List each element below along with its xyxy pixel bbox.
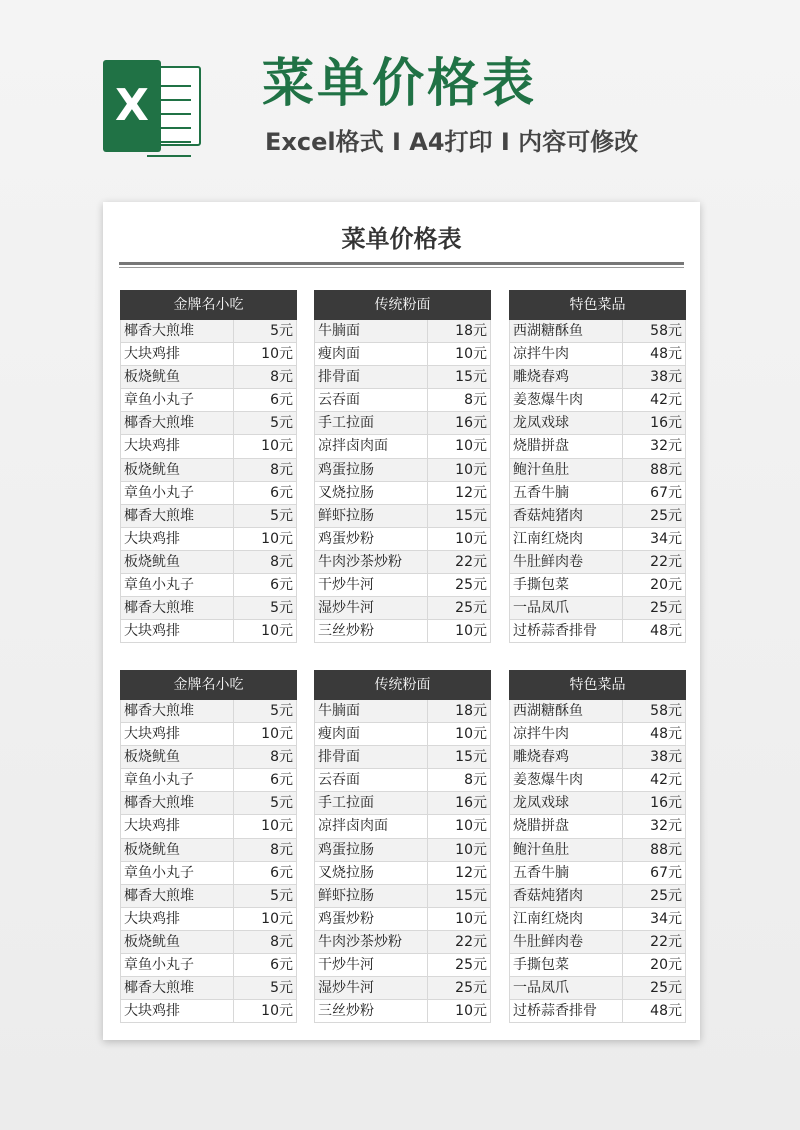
dish-price: 12元 (455, 864, 487, 881)
dish-name: 西湖糖酥鱼 (510, 700, 623, 722)
menu-row (509, 620, 686, 643)
dish-name: 五香牛腩 (510, 482, 623, 504)
dish-price: 20元 (650, 577, 682, 594)
dish-name: 板烧鱿鱼 (121, 366, 234, 388)
menu-rows (509, 700, 686, 1023)
dish-name: 大块鸡排 (121, 343, 234, 365)
dish-price: 6元 (270, 957, 293, 974)
dish-price: 18元 (455, 323, 487, 339)
menu-row (314, 746, 491, 769)
dish-price: 48元 (650, 346, 682, 363)
dish-name: 板烧鱿鱼 (121, 459, 234, 481)
dish-price: 5元 (270, 415, 293, 432)
dish-name: 章鱼小丸子 (121, 389, 234, 411)
dish-name: 西湖糖酥鱼 (510, 320, 623, 342)
dish-name: 鲜虾拉肠 (315, 885, 428, 907)
dish-price: 10元 (455, 461, 487, 478)
dish-price: 58元 (650, 703, 682, 719)
dish-name: 椰香大煎堆 (121, 977, 234, 999)
dish-price: 10元 (261, 346, 293, 363)
menu-row (314, 839, 491, 862)
dish-price: 25元 (455, 600, 487, 617)
menu-category-table (509, 670, 686, 1023)
dish-name: 手撕包菜 (510, 574, 623, 596)
dish-price: 10元 (455, 726, 487, 743)
menu-row (314, 954, 491, 977)
dish-name: 云吞面 (315, 769, 428, 791)
dish-name: 牛腩面 (315, 320, 428, 342)
dish-price: 8元 (464, 392, 487, 409)
dish-name: 鲍汁鱼肚 (510, 459, 623, 481)
menu-row (120, 931, 297, 954)
dish-name: 龙凤戏球 (510, 792, 623, 814)
promo-banner (0, 0, 800, 195)
menu-row (120, 597, 297, 620)
dish-name: 叉烧拉肠 (315, 862, 428, 884)
dish-name: 牛腩面 (315, 700, 428, 722)
title-divider-thin (119, 267, 684, 268)
menu-row (509, 815, 686, 838)
dish-price: 10元 (261, 726, 293, 743)
menu-row (120, 746, 297, 769)
menu-row (120, 723, 297, 746)
menu-row (509, 954, 686, 977)
menu-rows (509, 320, 686, 643)
menu-row (314, 482, 491, 505)
dish-price: 22元 (650, 553, 682, 570)
dish-name: 过桥蒜香排骨 (510, 1000, 623, 1022)
menu-row (120, 862, 297, 885)
menu-rows (120, 320, 297, 643)
dish-price: 5元 (270, 600, 293, 617)
dish-name: 牛肉沙茶炒粉 (315, 931, 428, 953)
dish-price: 42元 (650, 392, 682, 409)
dish-name: 大块鸡排 (121, 620, 234, 642)
dish-price: 22元 (455, 933, 487, 950)
dish-price: 8元 (270, 841, 293, 858)
dish-name: 板烧鱿鱼 (121, 839, 234, 861)
menu-row (509, 528, 686, 551)
menu-row (314, 343, 491, 366)
dish-name: 凉拌牛肉 (510, 343, 623, 365)
dish-name: 大块鸡排 (121, 1000, 234, 1022)
menu-row (509, 459, 686, 482)
menu-row (509, 366, 686, 389)
dish-name: 排骨面 (315, 366, 428, 388)
excel-badge: X (103, 60, 161, 152)
dish-name: 章鱼小丸子 (121, 769, 234, 791)
menu-row (314, 574, 491, 597)
dish-name: 大块鸡排 (121, 815, 234, 837)
menu-row (120, 574, 297, 597)
menu-row (314, 977, 491, 1000)
menu-row (314, 885, 491, 908)
dish-name: 椰香大煎堆 (121, 792, 234, 814)
dish-price: 15元 (455, 369, 487, 386)
menu-row (314, 700, 491, 723)
dish-name: 板烧鱿鱼 (121, 551, 234, 573)
dish-price: 5元 (270, 887, 293, 904)
dish-price: 10元 (261, 623, 293, 640)
menu-row (120, 620, 297, 643)
dish-name: 江南红烧肉 (510, 528, 623, 550)
menu-row (314, 908, 491, 931)
dish-price: 25元 (455, 957, 487, 974)
menu-row (120, 977, 297, 1000)
menu-category-table (509, 290, 686, 643)
menu-row (509, 700, 686, 723)
dish-name: 章鱼小丸子 (121, 862, 234, 884)
banner-subtitle: Excel格式 Ⅰ A4打印 Ⅰ 内容可修改 (265, 128, 639, 156)
menu-row (509, 908, 686, 931)
menu-row (509, 435, 686, 458)
menu-row (509, 885, 686, 908)
dish-price: 32元 (650, 818, 682, 835)
menu-category-table (120, 670, 297, 1023)
dish-price: 10元 (455, 530, 487, 547)
dish-name: 鸡蛋炒粉 (315, 528, 428, 550)
dish-name: 香菇炖猪肉 (510, 505, 623, 527)
dish-price: 6元 (270, 392, 293, 409)
category-header: 特色菜品 (509, 670, 686, 700)
menu-row (509, 551, 686, 574)
dish-price: 8元 (270, 553, 293, 570)
dish-price: 15元 (455, 749, 487, 766)
dish-price: 5元 (270, 507, 293, 524)
dish-name: 三丝炒粉 (315, 1000, 428, 1022)
dish-price: 12元 (455, 484, 487, 501)
menu-row (120, 435, 297, 458)
dish-name: 雕烧春鸡 (510, 366, 623, 388)
dish-price: 25元 (650, 980, 682, 997)
dish-price: 22元 (650, 933, 682, 950)
dish-price: 48元 (650, 623, 682, 640)
dish-price: 48元 (650, 1003, 682, 1020)
menu-category-table (120, 290, 297, 643)
menu-row (509, 746, 686, 769)
menu-row (314, 528, 491, 551)
dish-price: 10元 (261, 910, 293, 927)
dish-price: 10元 (261, 1003, 293, 1020)
dish-price: 20元 (650, 957, 682, 974)
dish-name: 龙凤戏球 (510, 412, 623, 434)
dish-name: 排骨面 (315, 746, 428, 768)
dish-name: 椰香大煎堆 (121, 885, 234, 907)
menu-row (509, 977, 686, 1000)
dish-price: 10元 (455, 841, 487, 858)
dish-price: 10元 (455, 818, 487, 835)
menu-row (314, 792, 491, 815)
dish-name: 手工拉面 (315, 792, 428, 814)
dish-name: 江南红烧肉 (510, 908, 623, 930)
dish-price: 5元 (270, 703, 293, 719)
menu-row (120, 769, 297, 792)
menu-row (120, 815, 297, 838)
dish-price: 88元 (650, 461, 682, 478)
menu-row (314, 366, 491, 389)
dish-name: 一品凤爪 (510, 977, 623, 999)
menu-row (509, 597, 686, 620)
menu-row (120, 528, 297, 551)
menu-row (314, 551, 491, 574)
menu-row (314, 435, 491, 458)
menu-row (120, 343, 297, 366)
dish-name: 香菇炖猪肉 (510, 885, 623, 907)
menu-row (509, 839, 686, 862)
menu-row (509, 862, 686, 885)
menu-row (314, 931, 491, 954)
menu-row (314, 815, 491, 838)
dish-name: 鸡蛋拉肠 (315, 839, 428, 861)
menu-row (120, 885, 297, 908)
menu-row (120, 908, 297, 931)
dish-name: 雕烧春鸡 (510, 746, 623, 768)
dish-name: 湿炒牛河 (315, 977, 428, 999)
menu-row (509, 343, 686, 366)
category-header: 传统粉面 (314, 290, 491, 320)
dish-name: 章鱼小丸子 (121, 482, 234, 504)
dish-name: 椰香大煎堆 (121, 700, 234, 722)
dish-name: 瘦肉面 (315, 343, 428, 365)
dish-name: 板烧鱿鱼 (121, 746, 234, 768)
dish-price: 25元 (650, 600, 682, 617)
title-divider (119, 262, 684, 265)
menu-row (314, 389, 491, 412)
dish-name: 云吞面 (315, 389, 428, 411)
dish-price: 16元 (650, 795, 682, 812)
menu-row (509, 792, 686, 815)
dish-price: 34元 (650, 530, 682, 547)
dish-price: 10元 (455, 623, 487, 640)
menu-row (314, 459, 491, 482)
dish-name: 大块鸡排 (121, 723, 234, 745)
dish-name: 姜葱爆牛肉 (510, 389, 623, 411)
document-title: 菜单价格表 (341, 225, 462, 253)
dish-price: 10元 (455, 910, 487, 927)
banner-title: 菜单价格表 (262, 54, 538, 114)
dish-name: 大块鸡排 (121, 528, 234, 550)
dish-price: 88元 (650, 841, 682, 858)
dish-name: 一品凤爪 (510, 597, 623, 619)
document-page (103, 202, 700, 1040)
dish-price: 8元 (270, 461, 293, 478)
dish-price: 6元 (270, 864, 293, 881)
category-header: 传统粉面 (314, 670, 491, 700)
dish-price: 16元 (455, 415, 487, 432)
menu-row (120, 505, 297, 528)
menu-row (509, 389, 686, 412)
menu-row (509, 320, 686, 343)
menu-row (509, 482, 686, 505)
dish-name: 湿炒牛河 (315, 597, 428, 619)
dish-price: 34元 (650, 910, 682, 927)
dish-name: 鲍汁鱼肚 (510, 839, 623, 861)
menu-row (314, 412, 491, 435)
dish-name: 大块鸡排 (121, 908, 234, 930)
dish-price: 25元 (455, 980, 487, 997)
dish-name: 叉烧拉肠 (315, 482, 428, 504)
menu-rows (314, 320, 491, 643)
dish-price: 58元 (650, 323, 682, 339)
dish-price: 8元 (464, 772, 487, 789)
dish-name: 椰香大煎堆 (121, 412, 234, 434)
dish-name: 手工拉面 (315, 412, 428, 434)
dish-price: 10元 (261, 818, 293, 835)
dish-price: 8元 (270, 749, 293, 766)
dish-price: 32元 (650, 438, 682, 455)
dish-name: 鸡蛋拉肠 (315, 459, 428, 481)
dish-price: 25元 (650, 887, 682, 904)
dish-name: 椰香大煎堆 (121, 505, 234, 527)
dish-price: 5元 (270, 323, 293, 339)
dish-name: 椰香大煎堆 (121, 320, 234, 342)
menu-rows (120, 700, 297, 1023)
dish-price: 6元 (270, 484, 293, 501)
dish-price: 6元 (270, 577, 293, 594)
dish-price: 67元 (650, 864, 682, 881)
menu-row (509, 723, 686, 746)
dish-price: 5元 (270, 980, 293, 997)
dish-name: 牛肉沙茶炒粉 (315, 551, 428, 573)
dish-name: 烧腊拼盘 (510, 435, 623, 457)
dish-price: 38元 (650, 369, 682, 386)
dish-price: 10元 (455, 1003, 487, 1020)
menu-row (314, 597, 491, 620)
category-header: 特色菜品 (509, 290, 686, 320)
excel-logo-icon (103, 60, 203, 152)
menu-row (314, 862, 491, 885)
dish-name: 大块鸡排 (121, 435, 234, 457)
dish-price: 38元 (650, 749, 682, 766)
menu-row (120, 839, 297, 862)
dish-name: 章鱼小丸子 (121, 954, 234, 976)
dish-name: 三丝炒粉 (315, 620, 428, 642)
dish-price: 25元 (455, 577, 487, 594)
menu-row (509, 931, 686, 954)
dish-price: 67元 (650, 484, 682, 501)
dish-name: 牛肚鲜肉卷 (510, 551, 623, 573)
menu-category-table (314, 290, 491, 643)
dish-price: 15元 (455, 507, 487, 524)
menu-row (509, 574, 686, 597)
dish-name: 干炒牛河 (315, 574, 428, 596)
dish-name: 过桥蒜香排骨 (510, 620, 623, 642)
menu-row (509, 412, 686, 435)
dish-price: 10元 (455, 438, 487, 455)
dish-price: 8元 (270, 369, 293, 386)
menu-row (120, 412, 297, 435)
menu-row (120, 551, 297, 574)
dish-name: 五香牛腩 (510, 862, 623, 884)
dish-price: 5元 (270, 795, 293, 812)
menu-row (120, 320, 297, 343)
dish-name: 凉拌卤肉面 (315, 435, 428, 457)
dish-name: 章鱼小丸子 (121, 574, 234, 596)
dish-price: 22元 (455, 553, 487, 570)
menu-row (314, 1000, 491, 1023)
dish-price: 16元 (650, 415, 682, 432)
dish-name: 鸡蛋炒粉 (315, 908, 428, 930)
menu-row (314, 769, 491, 792)
category-header: 金牌名小吃 (120, 670, 297, 700)
dish-name: 手撕包菜 (510, 954, 623, 976)
menu-row (120, 700, 297, 723)
menu-row (314, 505, 491, 528)
menu-row (120, 389, 297, 412)
dish-name: 椰香大煎堆 (121, 597, 234, 619)
dish-price: 6元 (270, 772, 293, 789)
menu-row (120, 366, 297, 389)
menu-row (120, 459, 297, 482)
dish-name: 牛肚鲜肉卷 (510, 931, 623, 953)
menu-row (120, 482, 297, 505)
menu-rows (314, 700, 491, 1023)
menu-row (314, 723, 491, 746)
dish-price: 48元 (650, 726, 682, 743)
menu-row (509, 505, 686, 528)
dish-name: 凉拌牛肉 (510, 723, 623, 745)
dish-price: 42元 (650, 772, 682, 789)
dish-name: 凉拌卤肉面 (315, 815, 428, 837)
dish-name: 鲜虾拉肠 (315, 505, 428, 527)
menu-row (314, 320, 491, 343)
dish-name: 烧腊拼盘 (510, 815, 623, 837)
dish-price: 10元 (261, 438, 293, 455)
menu-row (120, 954, 297, 977)
dish-price: 10元 (455, 346, 487, 363)
menu-category-table (314, 670, 491, 1023)
dish-price: 15元 (455, 887, 487, 904)
dish-name: 瘦肉面 (315, 723, 428, 745)
dish-price: 10元 (261, 530, 293, 547)
menu-row (120, 1000, 297, 1023)
dish-price: 16元 (455, 795, 487, 812)
menu-row (314, 620, 491, 643)
menu-row (509, 769, 686, 792)
dish-name: 干炒牛河 (315, 954, 428, 976)
dish-price: 18元 (455, 703, 487, 719)
menu-row (509, 1000, 686, 1023)
dish-name: 姜葱爆牛肉 (510, 769, 623, 791)
category-header: 金牌名小吃 (120, 290, 297, 320)
menu-row (120, 792, 297, 815)
dish-price: 25元 (650, 507, 682, 524)
dish-price: 8元 (270, 933, 293, 950)
dish-name: 板烧鱿鱼 (121, 931, 234, 953)
